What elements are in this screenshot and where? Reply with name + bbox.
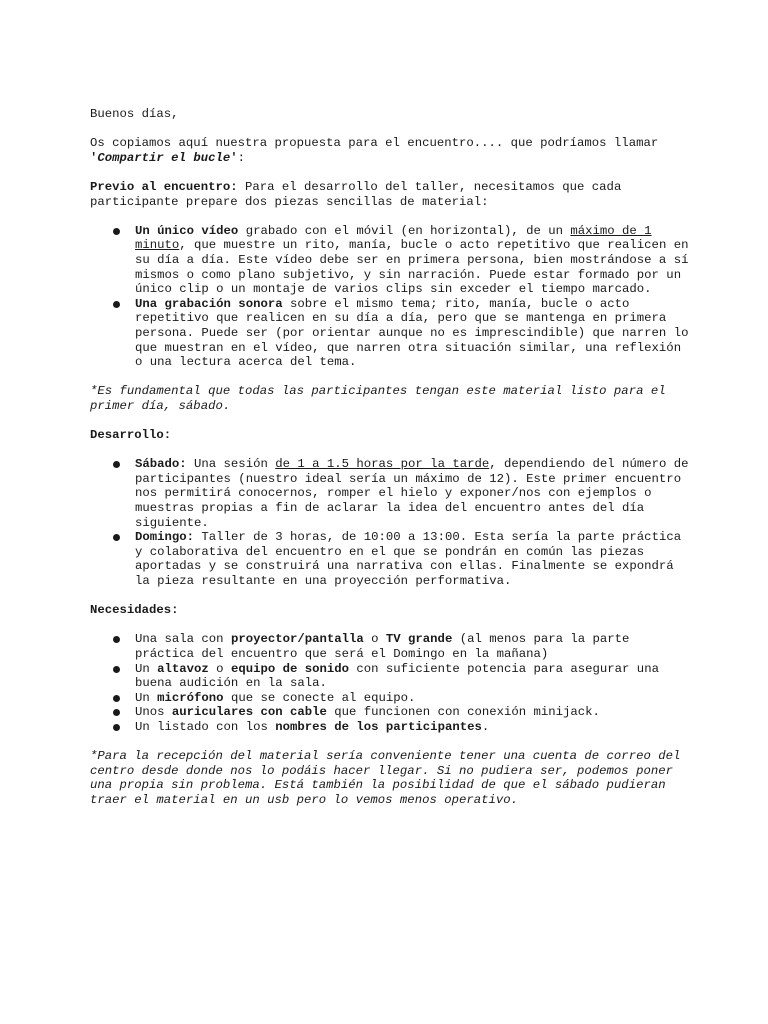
list-item: Sábado: Una sesión de 1 a 1.5 horas por la tarde, dependiendo del número de participantes (nuestro ideal sería un máximo de 12). Este primer encuentro nos permitirá conocernos, romper el hielo y exponer/nos con ejemplos o muestras propias a fin de aclarar la idea del encuentro antes del día siguiente. — [90, 457, 690, 530]
previo-paragraph — [90, 180, 690, 209]
necesidades-heading: Necesidades: — [90, 603, 179, 618]
bullet-icon — [113, 534, 120, 541]
list-item: Un micrófono que se conecte al equipo. — [90, 691, 690, 706]
intro-paragraph: Os copiamos aquí nuestra propuesta para el encuentro.... que podríamos llamar 'Compartir el bucle': — [90, 136, 659, 165]
list-item: Un único vídeo grabado con el móvil (en horizontal), de un máximo de 1 minuto, que muestre un rito, manía, bucle o acto repetitivo que realicen en su día a día. Este vídeo debe ser en primera persona, bien mostrándose a sí mismos o como plano subjetivo, y sin narración. Puede estar formado por un único clip o un montaje de varios clips sin exceder el tiempo marcado. — [90, 224, 690, 297]
desarrollo-list — [90, 457, 690, 588]
necesidades-list — [90, 632, 690, 734]
list-item: Una grabación sonora sobre el mismo tema; rito, manía, bucle o acto repetitivo que realicen en su día a día, pero que se mantenga en primera persona. Puede ser (por orientar aunque no es imprescindible) que narren lo que muestran en el vídeo, que narren otra situación similar, una reflexión o una lectura acerca del tema. — [90, 297, 690, 370]
greeting: Buenos días, — [90, 107, 179, 121]
list-item: Una sala con proyector/pantalla o TV grande (al menos para la parte práctica del encuentro que será el Domingo en la mañana) — [90, 632, 690, 661]
bullet-icon — [113, 461, 120, 468]
list-item: Unos auriculares con cable que funcionen con conexión minijack. — [90, 705, 690, 720]
bullet-icon — [113, 666, 120, 673]
previo-text: Para el desarrollo del taller, necesitamos que cada participante prepare dos piezas sencillas de material: — [90, 179, 622, 209]
list-item: Un altavoz o equipo de sonido con suficiente potencia para asegurar una buena audición en la sala. — [90, 662, 690, 691]
workshop-title: Compartir el bucle — [97, 150, 231, 165]
bullet-icon — [113, 301, 120, 308]
bullet-icon — [113, 228, 120, 235]
bullet-icon — [113, 709, 120, 716]
list-item: Un listado con los nombres de los participantes. — [90, 720, 690, 735]
bullet-icon — [113, 695, 120, 702]
note-material: *Es fundamental que todas las participantes tengan este material listo para el primer día, sábado. — [90, 384, 666, 413]
note-reception: *Para la recepción del material sería conveniente tener una cuenta de correo del centro desde donde nos lo podáis hacer llegar. Si no pudiera ser, podemos poner una propia sin problema. Está también la posibilidad de que el sábado pudieran traer el material en un usb pero lo vemos menos operativo. — [90, 749, 681, 807]
bullet-icon — [113, 724, 120, 731]
desarrollo-heading: Desarrollo: — [90, 428, 172, 443]
intro-lead: Os copiamos aquí nuestra propuesta para el encuentro.... que podríamos llamar — [90, 136, 659, 151]
material-list — [90, 224, 690, 370]
bullet-icon — [113, 636, 120, 643]
list-item: Domingo: Taller de 3 horas, de 10:00 a 13:00. Esta sería la parte práctica y colaborativa del encuentro en el que se pondrán en común las piezas aportadas y se construirá una narrativa con ellas. Finalmente se expondrá la pieza resultante en una proyección performativa. — [90, 530, 690, 588]
previo-label: Previo al encuentro: — [90, 179, 238, 194]
document-body — [90, 107, 690, 808]
